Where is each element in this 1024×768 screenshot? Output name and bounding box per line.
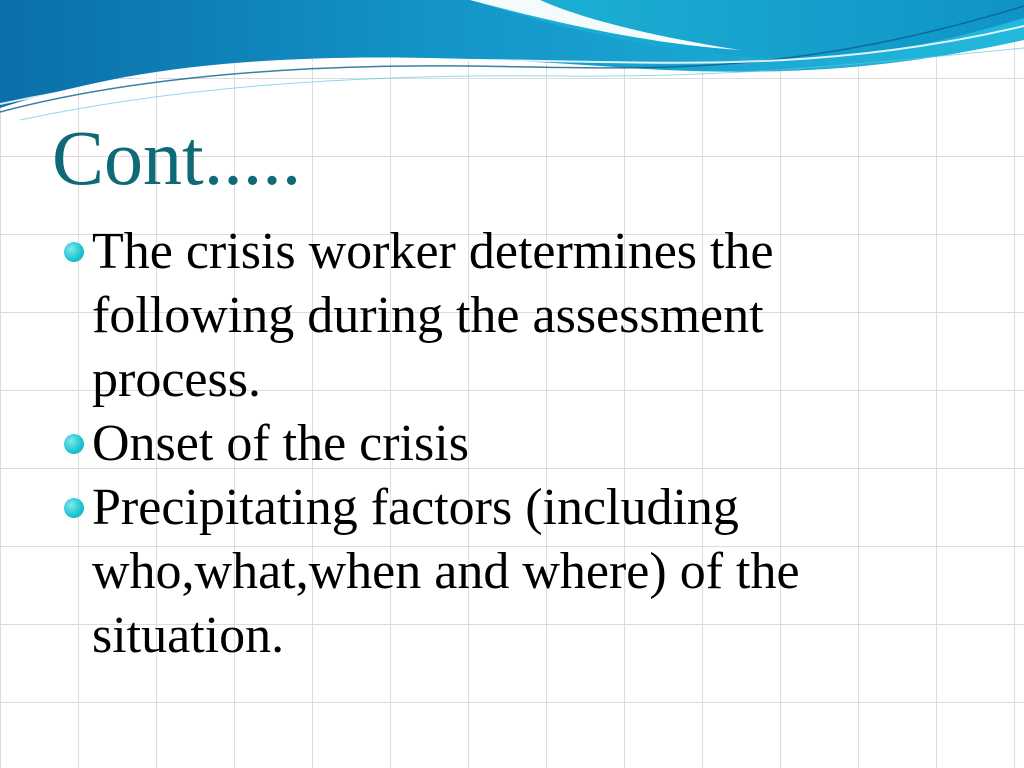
bullet-text: Precipitating factors (including who,what,when and where) of the situation. [92, 479, 800, 664]
bullet-dot-icon [64, 242, 84, 262]
slide-title: Cont..... [52, 114, 302, 201]
bullet-item [62, 220, 892, 412]
bullet-dot-icon [64, 434, 84, 454]
bullet-item [62, 412, 892, 476]
bullet-list [62, 220, 892, 668]
bullet-text: The crisis worker determines the following during the assessment process. [92, 223, 774, 408]
bullet-text: Onset of the crisis [92, 415, 469, 472]
bullet-item [62, 476, 892, 668]
bullet-dot-icon [64, 498, 84, 518]
